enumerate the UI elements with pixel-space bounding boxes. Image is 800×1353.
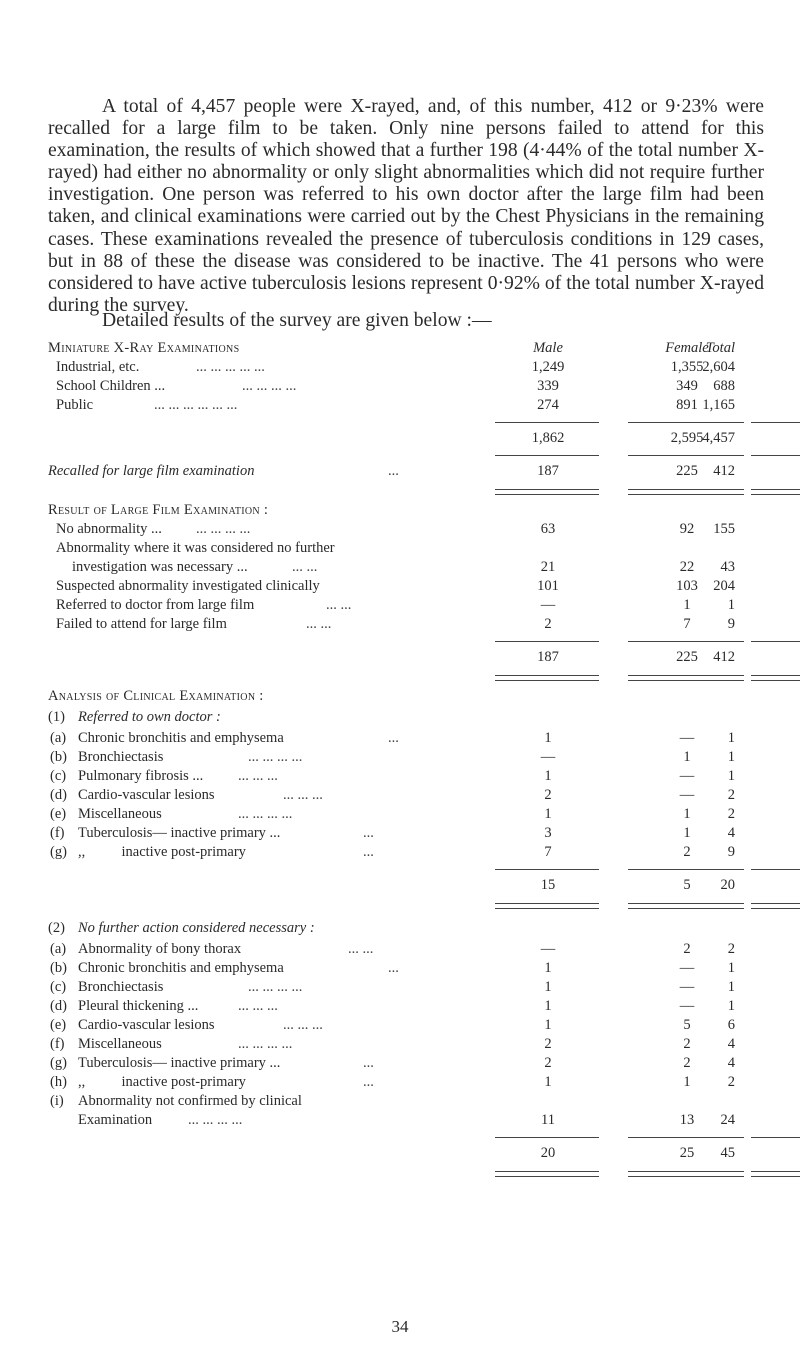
table-row: No abnormality ... ... ... ... ... 63 92 155 — [56, 521, 735, 537]
table-row: (a) Chronic bronchitis and emphysema ... 1 — 1 — [50, 730, 735, 746]
cell-male: — — [540, 941, 556, 957]
cell-male: 101 — [537, 578, 559, 594]
row-label: Tuberculosis— inactive primary ... — [78, 825, 281, 841]
cell-male: 1 — [544, 730, 552, 746]
row-label: Miscellaneous — [78, 806, 162, 822]
leader-dots: ... ... ... — [238, 998, 278, 1014]
cell-female: 13 — [679, 1112, 695, 1128]
cell-male: 1 — [544, 1017, 552, 1033]
leader-dots: ... ... ... ... ... ... — [154, 397, 238, 413]
cell-male: — — [540, 597, 556, 613]
leader-dots: ... ... — [326, 597, 352, 613]
column-header-female: Female — [665, 340, 709, 356]
cell-female: 1 — [683, 597, 691, 613]
cell-female: — — [679, 979, 695, 995]
cell-female: 349 — [676, 378, 698, 394]
table-row — [48, 539, 768, 558]
cell-female: — — [679, 768, 695, 784]
table-row: (h) ,, inactive post-primary ... 1 1 2 — [50, 1074, 735, 1090]
row-label: Industrial, etc. — [56, 359, 140, 375]
cell-female: 1 — [683, 825, 691, 841]
leader-dots: ... ... ... — [283, 1017, 323, 1033]
row-label: Bronchiectasis — [78, 979, 164, 995]
table-row: (c) Bronchiectasis ... ... ... ... 1 — 1 — [50, 979, 735, 995]
row-letter: (d) — [50, 787, 67, 803]
miniature-totals-row: 1,862 2,595 4,457 — [531, 430, 735, 446]
group2-heading: (2) No further action considered necessary : — [48, 920, 315, 936]
leader-dots: ... ... ... ... — [248, 979, 303, 995]
table-row: (b) Chronic bronchitis and emphysema ... 1 — 1 — [50, 960, 735, 976]
cell-male: 1 — [544, 806, 552, 822]
row-label: Bronchiectasis — [78, 749, 164, 765]
row-label: Abnormality not confirmed by clinical — [78, 1093, 302, 1109]
leader-dots: ... ... ... ... — [248, 749, 303, 765]
leader-dots: ... ... ... ... — [242, 378, 297, 394]
cell-male: 2 — [544, 787, 552, 803]
table-row: (d) Cardio-vascular lesions ... ... ... 2 — 2 — [50, 787, 735, 803]
row-letter: (a) — [50, 941, 67, 957]
row-letter: (d) — [50, 998, 67, 1014]
cell-male: 2 — [544, 616, 552, 632]
cell-male: 274 — [537, 397, 559, 413]
cell-male: 7 — [544, 844, 552, 860]
group2-totals-row: 20 25 45 — [540, 1145, 735, 1161]
row-letter: (g) — [50, 844, 67, 860]
cell-female: 2 — [683, 941, 691, 957]
cell-female: 1,355 — [670, 359, 704, 375]
cell-female: — — [679, 960, 695, 976]
table-intro: Detailed results of the survey are given below :— — [102, 310, 492, 331]
row-label: Miscellaneous — [78, 1036, 162, 1052]
row-letter: (f) — [50, 1036, 65, 1052]
row-label: ,, inactive post-primary — [78, 844, 246, 860]
cell-male: 1 — [544, 998, 552, 1014]
cell-female: 2 — [683, 1055, 691, 1071]
leader-dots: ... ... ... ... ... — [196, 359, 265, 375]
cell-male: 21 — [540, 559, 556, 575]
cell-male: 1 — [544, 960, 552, 976]
cell-male: 1 — [544, 768, 552, 784]
row-label: School Children ... — [56, 378, 166, 394]
row-label: No abnormality ... — [56, 521, 162, 537]
row-letter: (i) — [50, 1093, 64, 1109]
leader-dots: ... ... ... ... — [238, 1036, 293, 1052]
intro-paragraph: A total of 4,457 people were X-rayed, and, of this number, 412 or 9·23% were recalled for a large film to be taken. Only nine persons failed to attend for this examination, the results of which showed that a further 198 (4·44% of the total number X-rayed) had either no abnormality or only slight abnormalities which did not require further investigation. One person was referred to his own doctor after the large film had been taken, and clinical examinations were carried out by the Chest Physicians in the remaining cases. These examinations revealed the presence of tuberculosis conditions in 129 cases, but in 88 of these the disease was considered to be inactive. The 41 persons who were considered to have active tuberculosis lesions represent 0·92% of the total number X-rayed during the survey. — [48, 96, 764, 316]
leader-dots: ... — [388, 960, 399, 976]
table-row: (g) ,, inactive post-primary ... 7 2 9 — [50, 844, 735, 860]
cell-female: 22 — [679, 559, 695, 575]
cell-female: — — [679, 787, 695, 803]
cell-female: 103 — [676, 578, 698, 594]
row-label: Abnormality where it was considered no further — [56, 540, 335, 556]
leader-dots: ... ... ... ... — [238, 806, 293, 822]
results-table — [48, 339, 768, 1177]
table-row: (d) Pleural thickening ... ... ... ... 1 — 1 — [50, 998, 735, 1014]
row-letter: (b) — [50, 960, 67, 976]
table-row — [48, 1092, 768, 1111]
group1-heading: (1) Referred to own doctor : — [48, 709, 221, 725]
cell-male: 1 — [544, 1074, 552, 1090]
table-row: (e) Cardio-vascular lesions ... ... ... 1 5 6 — [50, 1017, 735, 1033]
row-label: investigation was necessary ... — [72, 559, 248, 575]
leader-dots: ... — [363, 844, 374, 860]
cell-male: 1 — [544, 979, 552, 995]
row-letter: (c) — [50, 768, 67, 784]
table-row: (c) Pulmonary fibrosis ... ... ... ... 1 — 1 — [50, 768, 735, 784]
table-row: Industrial, etc. ... ... ... ... ... 1,249 1,355 2,604 — [56, 359, 735, 375]
table-row: Public ... ... ... ... ... ... 274 891 1,165 — [56, 397, 735, 413]
leader-dots: ... ... ... — [283, 787, 323, 803]
column-header-male: Male — [533, 340, 563, 356]
row-letter: (f) — [50, 825, 65, 841]
row-letter: (a) — [50, 730, 67, 746]
leader-dots: ... ... ... ... — [188, 1112, 243, 1128]
row-label: Cardio-vascular lesions — [78, 787, 215, 803]
leader-dots: ... ... — [348, 941, 374, 957]
row-letter: (b) — [50, 749, 67, 765]
row-label: Suspected abnormality investigated clinically — [56, 578, 320, 594]
row-letter: (c) — [50, 979, 67, 995]
row-label: Pulmonary fibrosis ... — [78, 768, 204, 784]
row-letter: (e) — [50, 1017, 67, 1033]
cell-male: — — [540, 749, 556, 765]
row-label: Chronic bronchitis and emphysema — [78, 960, 284, 976]
row-label: Chronic bronchitis and emphysema — [78, 730, 284, 746]
table-header-row: Miniature X-Ray Examinations Male Female Total — [48, 340, 735, 356]
leader-dots: ... — [363, 1055, 374, 1071]
page-number: 34 — [391, 1317, 409, 1336]
row-label: Cardio-vascular lesions — [78, 1017, 215, 1033]
cell-female: — — [679, 730, 695, 746]
cell-female: 7 — [683, 616, 691, 632]
leader-dots: ... ... ... ... — [196, 521, 251, 537]
group1-totals-row: 15 5 20 — [540, 877, 735, 893]
cell-female: 1 — [683, 806, 691, 822]
row-letter: (g) — [50, 1055, 67, 1071]
table-row: School Children ... ... ... ... ... 339 349 688 — [56, 378, 735, 394]
row-letter: (h) — [50, 1074, 67, 1090]
cell-male: 339 — [537, 378, 559, 394]
cell-male: 1,249 — [531, 359, 565, 375]
table-row: investigation was necessary ... ... ... 21 22 43 — [72, 559, 735, 575]
table-row: (e) Miscellaneous ... ... ... ... 1 1 2 — [50, 806, 735, 822]
table-row: Failed to attend for large film ... ... 2 7 9 — [56, 616, 735, 632]
cell-male: 2 — [544, 1036, 552, 1052]
row-label: Public — [56, 397, 94, 413]
table-row: (g) Tuberculosis— inactive primary ... ... 2 2 4 — [50, 1055, 735, 1071]
cell-female: 2 — [683, 1036, 691, 1052]
row-letter: (e) — [50, 806, 67, 822]
leader-dots: ... ... — [306, 616, 332, 632]
leader-dots: ... — [363, 1074, 374, 1090]
cell-female: — — [679, 998, 695, 1014]
result-totals-row: 187 225 412 — [537, 649, 735, 665]
cell-female: 92 — [679, 521, 695, 537]
table-row: Referred to doctor from large film ... ... — 1 1 — [56, 597, 735, 613]
cell-female: 891 — [676, 397, 698, 413]
table-row: (f) Tuberculosis— inactive primary ... ... 3 1 4 — [50, 825, 735, 841]
cell-female: 1 — [683, 749, 691, 765]
result-section-title: Result of Large Film Examination : — [48, 502, 269, 518]
table-row: (b) Bronchiectasis ... ... ... ... — 1 1 — [50, 749, 735, 765]
row-label: Referred to doctor from large film — [56, 597, 255, 613]
leader-dots: ... — [388, 730, 399, 746]
table-row: (a) Abnormality of bony thorax ... ... — 2 2 — [50, 941, 735, 957]
cell-female: 2 — [683, 844, 691, 860]
row-label: Tuberculosis— inactive primary ... — [78, 1055, 281, 1071]
row-label: Examination — [78, 1112, 153, 1128]
table-row: Suspected abnormality investigated clinically 101 103 204 — [56, 578, 735, 594]
recalled-row: Recalled for large film examination ... 187 225 412 — [48, 463, 735, 479]
cell-male: 2 — [544, 1055, 552, 1071]
cell-female: 1 — [683, 1074, 691, 1090]
leader-dots: ... ... ... — [238, 768, 278, 784]
table-row: (f) Miscellaneous ... ... ... ... 2 2 4 — [50, 1036, 735, 1052]
cell-female: 5 — [683, 1017, 691, 1033]
row-label: Abnormality of bony thorax — [78, 941, 242, 957]
section-heading-miniature: Miniature X-Ray Examinations — [48, 340, 240, 356]
row-label: Pleural thickening ... — [78, 998, 199, 1014]
analysis-section-title: Analysis of Clinical Examination : — [48, 688, 264, 704]
leader-dots: ... ... — [292, 559, 318, 575]
row-label: ,, inactive post-primary — [78, 1074, 246, 1090]
leader-dots: ... — [363, 825, 374, 841]
cell-male: 11 — [541, 1112, 555, 1128]
row-label: Failed to attend for large film — [56, 616, 227, 632]
cell-male: 63 — [540, 521, 556, 537]
table-row: Examination ... ... ... ... 11 13 24 — [78, 1112, 735, 1128]
cell-male: 3 — [544, 825, 552, 841]
